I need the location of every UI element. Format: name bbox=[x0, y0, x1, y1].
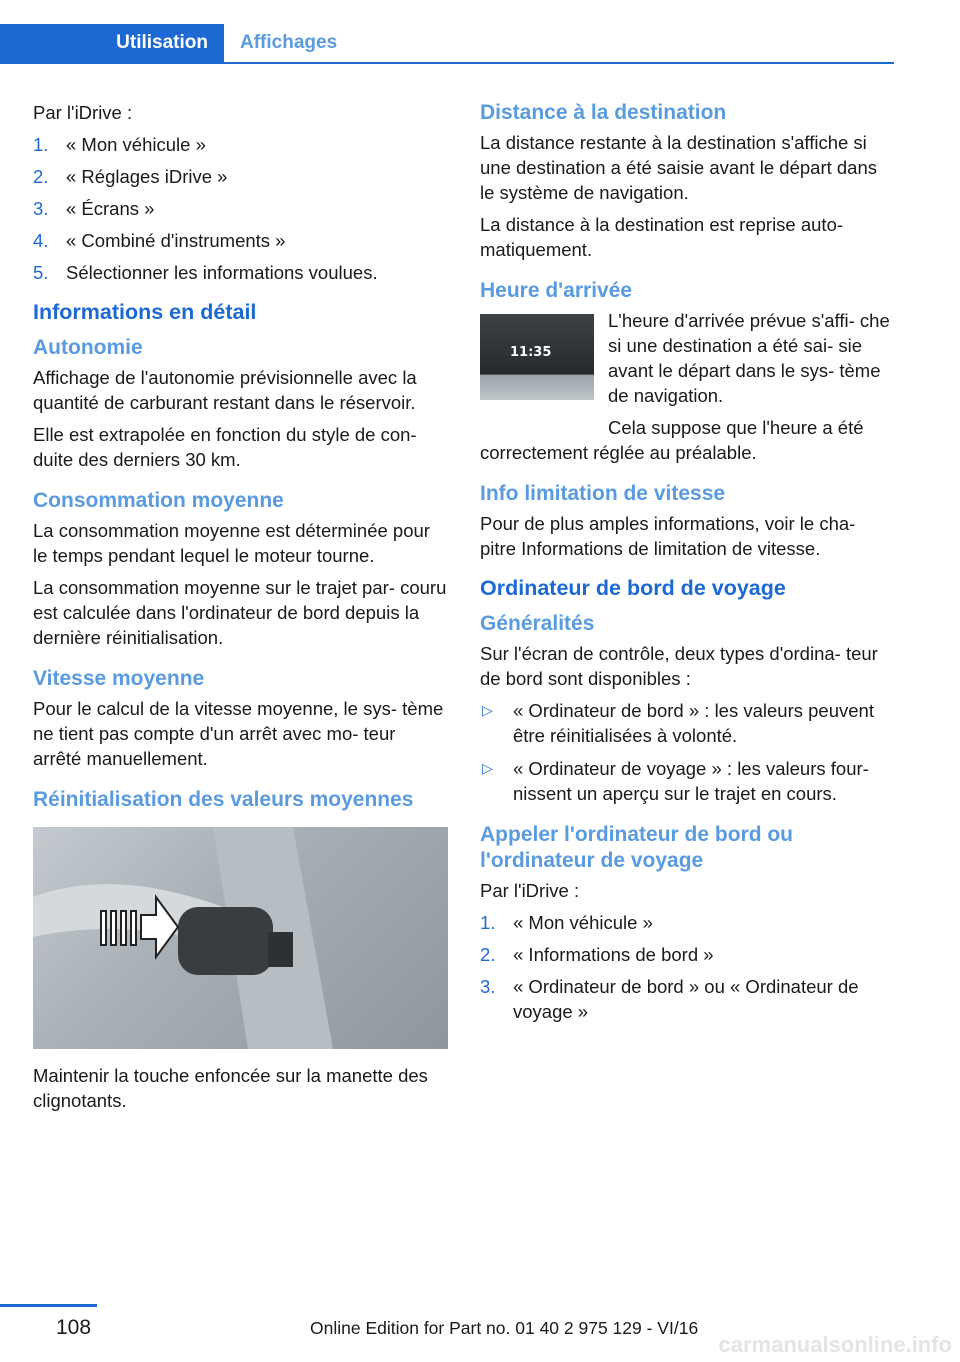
distance-text-1: La distance restante à la destination s'affiche si une destination a été saisie avant le départ dans le système de navigation. bbox=[480, 132, 878, 203]
step-number: 4. bbox=[33, 230, 49, 251]
list-item bbox=[480, 942, 895, 967]
step-number: 1. bbox=[33, 134, 49, 155]
idrive-steps-list bbox=[33, 132, 448, 285]
step-number: 3. bbox=[480, 976, 496, 997]
list-item bbox=[480, 910, 895, 935]
list-item bbox=[33, 164, 448, 189]
list-item bbox=[480, 698, 895, 748]
heading-vitesse: Vitesse moyenne bbox=[33, 667, 205, 690]
heure-text-1: L'heure d'arrivée prévue s'affi‐ che si une destination a été sai‐ sie avant le départ dans le sys‐ tème de navigation. bbox=[608, 310, 890, 406]
list-item bbox=[33, 132, 448, 157]
heading-ordinateur-bord: Ordinateur de bord de voyage bbox=[480, 576, 786, 600]
step-text: « Informations de bord » bbox=[513, 944, 714, 965]
consommation-text-2: La consommation moyenne sur le trajet par‐ couru est calculée dans l'ordinateur de bord depuis la dernière réinitialisation. bbox=[33, 577, 447, 648]
step-number: 2. bbox=[33, 166, 49, 187]
heading-distance: Distance à la destination bbox=[480, 101, 727, 124]
left-column bbox=[33, 100, 448, 1120]
right-column bbox=[480, 100, 895, 1031]
page-number: 108 bbox=[56, 1316, 92, 1339]
step-number: 2. bbox=[480, 944, 496, 965]
turn-signal-lever-image bbox=[33, 827, 448, 1049]
bullet-text: « Ordinateur de voyage » : les valeurs four‐ nissent un aperçu sur le trajet en cours. bbox=[513, 758, 869, 804]
step-number: 1. bbox=[480, 912, 496, 933]
triangle-bullet-icon: ▷ bbox=[482, 702, 493, 718]
list-item bbox=[480, 974, 895, 1024]
heure-text-2a: Cela suppose que l'heure a été bbox=[608, 417, 864, 438]
bullet-text: « Ordinateur de bord » : les valeurs peuvent être réinitialisées à volonté. bbox=[513, 700, 874, 746]
appeler-steps-list bbox=[480, 910, 895, 1024]
arrival-clock-readout: 11:35 bbox=[510, 345, 552, 360]
step-text: « Écrans » bbox=[66, 198, 155, 219]
step-text: « Réglages iDrive » bbox=[66, 166, 228, 187]
heading-heure-arrivee: Heure d'arrivée bbox=[480, 279, 633, 302]
arrival-time-block bbox=[480, 308, 895, 465]
generalites-text: Sur l'écran de contrôle, deux types d'ordina‐ teur de bord sont disponibles : bbox=[480, 643, 878, 689]
list-item bbox=[33, 196, 448, 221]
tab-affichages[interactable]: Affichages bbox=[240, 32, 338, 53]
step-number: 3. bbox=[33, 198, 49, 219]
consommation-text-1: La consommation moyenne est déterminée pour le temps pendant lequel le moteur tourne. bbox=[33, 520, 430, 566]
section-tabbar bbox=[0, 24, 894, 64]
heading-consommation: Consommation moyenne bbox=[33, 489, 284, 512]
autonomie-text-1: Affichage de l'autonomie prévisionnelle avec la quantité de carburant restant dans le réservoir. bbox=[33, 367, 417, 413]
heading-informations-detail: Informations en détail bbox=[33, 300, 257, 324]
footer-accent-line bbox=[0, 1304, 97, 1307]
step-text: « Ordinateur de bord » ou « Ordinateur de voyage » bbox=[513, 976, 859, 1022]
step-text: « Mon véhicule » bbox=[66, 134, 206, 155]
heading-autonomie: Autonomie bbox=[33, 336, 143, 359]
distance-text-2: La distance à la destination est reprise auto‐ matiquement. bbox=[480, 214, 844, 260]
list-item bbox=[33, 228, 448, 253]
step-text: « Combiné d'instruments » bbox=[66, 230, 286, 251]
reinitialisation-text: Maintenir la touche enfoncée sur la manette des clignotants. bbox=[33, 1065, 428, 1111]
lever-illustration bbox=[33, 827, 448, 1049]
intro-text: Par l'iDrive : bbox=[33, 102, 133, 123]
limitation-text: Pour de plus amples informations, voir le cha‐ pitre Informations de limitation de vitesse. bbox=[480, 513, 856, 559]
step-text: Sélectionner les informations voulues. bbox=[66, 262, 378, 283]
arrival-time-display-image bbox=[480, 314, 594, 400]
heading-reinitialisation: Réinitialisation des valeurs moyennes bbox=[33, 788, 414, 811]
list-item bbox=[480, 756, 895, 806]
heading-limitation: Info limitation de vitesse bbox=[480, 482, 726, 505]
heading-appeler: Appeler l'ordinateur de bord ou l'ordinateur de voyage bbox=[480, 823, 794, 872]
heading-generalites: Généralités bbox=[480, 612, 595, 635]
watermark: carmanualsonline.info bbox=[718, 1332, 952, 1357]
tab-utilisation[interactable]: Utilisation bbox=[0, 24, 224, 62]
computer-types-list bbox=[480, 698, 895, 806]
step-number: 5. bbox=[33, 262, 49, 283]
step-text: « Mon véhicule » bbox=[513, 912, 653, 933]
heure-text-2b: correctement réglée au préalable. bbox=[480, 442, 757, 463]
vitesse-text: Pour le calcul de la vitesse moyenne, le sys‐ tème ne tient pas compte d'un arrêt avec mo‐ teur arrêté manuellement. bbox=[33, 698, 444, 769]
appeler-text: Par l'iDrive : bbox=[480, 880, 580, 901]
autonomie-text-2: Elle est extrapolée en fonction du style de con‐ duite des derniers 30 km. bbox=[33, 424, 417, 470]
list-item bbox=[33, 260, 448, 285]
edition-text: Online Edition for Part no. 01 40 2 975 129 - VI/16 bbox=[310, 1318, 699, 1338]
triangle-bullet-icon: ▷ bbox=[482, 760, 493, 776]
